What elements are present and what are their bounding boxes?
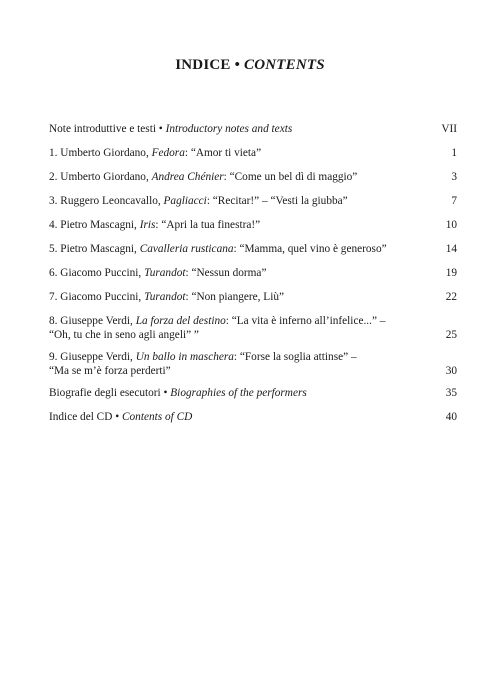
toc-entry-text: 1. Umberto Giordano, Fedora: “Amor ti vieta”: [49, 147, 262, 159]
toc-entry-text: 6. Giacomo Puccini, Turandot: “Nessun dorma”: [49, 267, 267, 279]
toc-entry-text: 9. Giuseppe Verdi, Un ballo in maschera: “Forse la soglia attinse” – “Ma se m’è forza perderti”: [49, 351, 357, 377]
toc-entry-text: 5. Pietro Mascagni, Cavalleria rusticana: “Mamma, quel vino è generoso”: [49, 243, 387, 255]
toc-page-number: 10: [445, 219, 457, 231]
toc-entry-2: [49, 171, 457, 185]
toc-page-number: 25: [445, 328, 457, 341]
toc-entry-introductory-notes: [49, 123, 457, 137]
toc-page-number: 35: [445, 387, 457, 399]
toc-entry-5: [49, 243, 457, 257]
toc-entry-cd-contents: [49, 411, 457, 425]
toc-entry-biographies: [49, 387, 457, 401]
toc-entry-text: Indice del CD • Contents of CD: [49, 411, 193, 423]
toc-page-number: 19: [445, 267, 457, 279]
toc-entry-1: [49, 147, 457, 161]
toc-entry-7: [49, 291, 457, 305]
toc-entry-text: 2. Umberto Giordano, Andrea Chénier: “Come un bel dì di maggio”: [49, 171, 358, 183]
toc-entry-9: [49, 351, 457, 378]
toc-entry-6: [49, 267, 457, 281]
toc-entry-text: 4. Pietro Mascagni, Iris: “Apri la tua finestra!”: [49, 219, 261, 231]
title-english: CONTENTS: [243, 57, 325, 73]
page-title: [0, 57, 500, 74]
toc-entry-text: Note introduttive e testi • Introductory notes and texts: [49, 123, 293, 135]
toc-entry-4: [49, 219, 457, 233]
toc-entry-text: 3. Ruggero Leoncavallo, Pagliacci: “Recitar!” – “Vesti la giubba”: [49, 195, 348, 207]
toc-page-number: 40: [445, 411, 457, 423]
toc-page-number: 30: [445, 364, 457, 377]
toc-page-number: 14: [445, 243, 457, 255]
toc-page-number: 3: [451, 171, 457, 183]
toc-page-number: 1: [451, 147, 457, 159]
toc-page-number: 7: [451, 195, 457, 207]
toc-entry-text: 8. Giuseppe Verdi, La forza del destino: “La vita è inferno all’infelice...” – “Oh, tu che in seno agli angeli” ”: [49, 315, 386, 341]
title-bullet: •: [230, 57, 244, 73]
toc-entry-text: Biografie degli esecutori • Biographies of the performers: [49, 387, 307, 399]
title-italian: INDICE: [175, 57, 231, 73]
toc-page-number: VII: [441, 123, 457, 135]
toc-entry-3: [49, 195, 457, 209]
toc-entry-text: 7. Giacomo Puccini, Turandot: “Non piangere, Liù”: [49, 291, 285, 303]
toc-entry-8: [49, 315, 457, 342]
toc-page-number: 22: [445, 291, 457, 303]
